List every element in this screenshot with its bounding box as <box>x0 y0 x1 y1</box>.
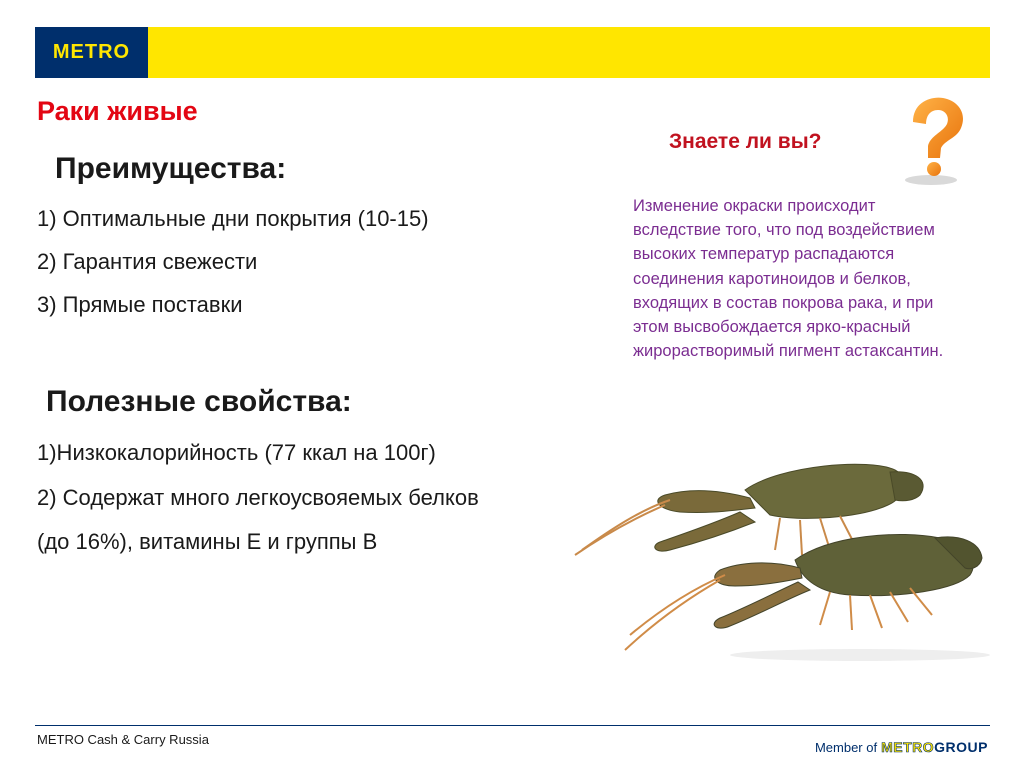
metro-logo-text: METRO <box>52 41 131 63</box>
advantage-item: 3) Прямые поставки <box>37 292 243 317</box>
property-item: 2) Содержат много легкоусвояемых белков <box>37 485 479 510</box>
advantage-item: 1) Оптимальные дни покрытия (10-15) <box>37 206 429 231</box>
property-item: 1)Низкокалорийность (77 ккал на 100г) <box>37 440 436 465</box>
properties-heading: Полезные свойства: <box>46 385 352 418</box>
footer-company: METRO Cash & Carry Russia <box>37 732 209 747</box>
footer-divider <box>35 725 990 726</box>
question-mark-icon <box>895 92 975 188</box>
metro-logo <box>35 27 148 78</box>
page-title: Раки живые <box>37 96 198 126</box>
did-you-know-title: Знаете ли вы? <box>669 130 822 153</box>
did-you-know-text: Изменение окраски происходит вследствие того, что под воздействием высоких температур распадаются соединения каротиноидов и белков, входящих в состав покрова рака, и при этом высвобождается ярко-красный жирорастворимый пигмент астаксантин. <box>633 197 944 361</box>
member-of-label: Member of <box>814 739 878 755</box>
advantage-item: 2) Гарантия свежести <box>37 249 258 274</box>
crayfish-image <box>570 450 1010 675</box>
metro-group-logo: METROGROUP <box>881 739 988 755</box>
property-item: (до 16%), витамины Е и группы В <box>37 529 378 554</box>
advantages-heading: Преимущества: <box>55 152 287 185</box>
header-bar <box>35 27 990 78</box>
footer-member-of <box>815 739 988 755</box>
